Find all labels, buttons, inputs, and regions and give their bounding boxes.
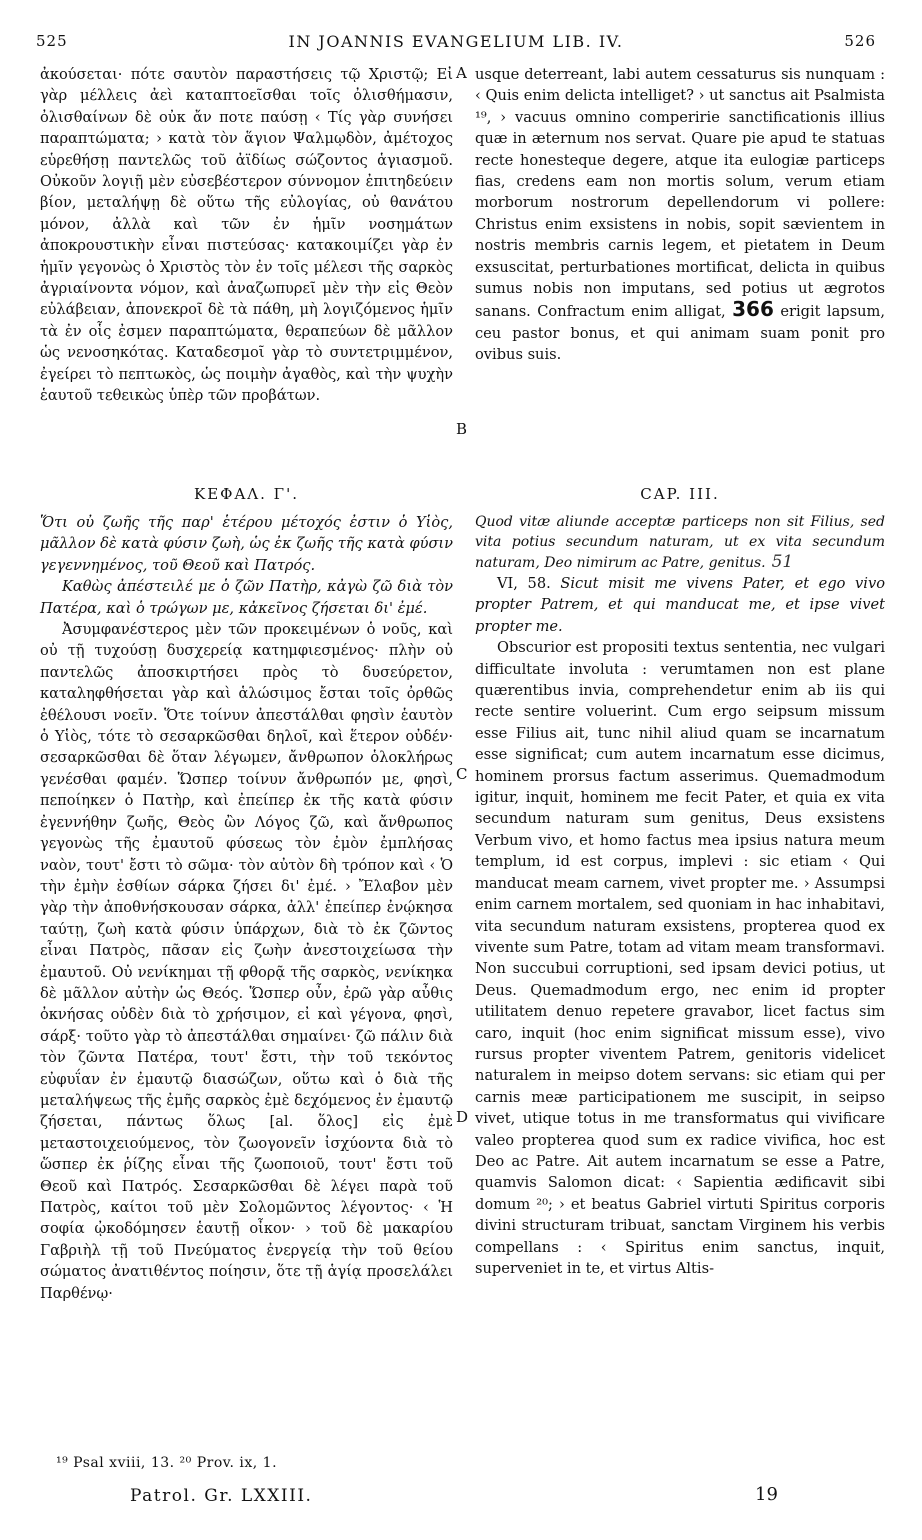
column-number: 366 — [732, 297, 774, 322]
margin-marker-b: B — [456, 420, 468, 438]
latin-verse-line — [475, 573, 885, 637]
page-number-left: 525 — [36, 32, 68, 50]
greek-paragraph-1: ἀκούσεται· πότε σαυτὸν παραστήσεις τῷ Χριστῷ; Εἰ γὰρ μέλλεις ἀεὶ καταπτοεῖσθαι τοῖς ὀλισθήμασιν, ὀλισθαίνων δὲ οὐκ ἄν ποτε παύσῃ ‹ Τίς γὰρ συνήσει παραπτώματα; › κατὰ τὸν ἅγιον Ψαλμῳδὸν, ἀμέτοχος εὑρεθήσῃ παντελῶς τοῦ ἀϊδίως σώζοντος ἁγιασμοῦ. Οὐκοῦν λογιῇ μὲν εὐσεβέστερον σύννομον ἐπιτηδεύειν βίον, μεταλήψῃ δὲ οὕτω τῆς εὐλογίας, οὐ θανάτου μόνον, ἀλλὰ καὶ τῶν ἐν ἡμῖν νοσημάτων ἀποκρουστικὴν εἶναι πιστεύσας· κατακοιμίζει γὰρ ἐν ἡμῖν γεγονὼς ὁ Χριστὸς τὸν ἐν τοῖς μέλεσι τῆς σαρκὸς ἀγριαίνοντα νόμον, καὶ ἀναζωπυρεῖ μὲν τὴν εἰς Θεὸν εὐλάβειαν, ἀπονεκροῖ δὲ τὰ πάθη, μὴ λογιζόμενος ἡμῖν τὰ ἐν οἷς ἐσμεν παραπτώματα, θεραπεύων δὲ μᾶλλον ὡς νενοσηκότας. Καταδεσμοῖ γὰρ τὸ συντετριμμένον, ἐγείρει τὸ πεπτωκὸς, ὡς ποιμὴν ἀγαθὸς, καὶ τὴν ψυχὴν ἑαυτοῦ τεθεικὼς ὑπὲρ τῶν προβάτων. — [40, 66, 453, 405]
latin-paragraph-1b: erigit lapsum, ceu pastor bonus, et qui animam suam ponit pro ovibus suis. — [475, 303, 886, 364]
latin-chapter-heading: CAP. III. — [640, 485, 720, 503]
greek-scripture-verse: Καθὼς ἀπέστειλέ με ὁ ζῶν Πατὴρ, κἀγὼ ζῶ διὰ τὸν Πατέρα, καὶ ὁ τρώγων με, κἀκεῖνος ζήσεται δι' ἐμέ. — [40, 578, 453, 617]
latin-paragraph-2: Obscurior est propositi textus sententia, nec vulgari difficultate involuta : verumtamen non est plane quærentibus invia, comprehendetur enim ab iis qui recte sentire voluerint. Cum ergo seipsum missum esse Filius ait, tunc nihil aliud quam se incarnatum esse significat; cum autem incarnatum esse dicimus, hominem prorsus factum asserimus. Quemadmodum igitur, inquit, hominem me fecit Pater, et quia ex vita secundum naturam sum genitus, Deus exsistens Verbum vivo, et homo factus mea ipsius natura meum templum, id est corpus, implevi : sic etiam ‹ Qui manducat meam carnem, vivet propter me. › Assumpsi enim carnem mortalem, sed quoniam in hac inhabitavi, vita secundum naturam exsistens, propterea quod ex vivente sum Patre, totam ad vitam meam transformavi. Non succubui corruptioni, sed ipsam devici potius, ut Deus. Quemadmodum ergo, nec enim id propter utilitatem denuo repetere gravabor, licet factus sim caro, inquit (hoc enim significat missum esse), vivo rursus propter viventem Patrem, genitoris videlicet naturalem in meipso dotem servans: sic etiam qui per carnis meæ participationem me suscipit, in seipso vivet, utique totus in me transformatus qui vivificare valeo propterea quod sum ex radice vivifica, hoc est Deo ac Patre. Ait autem incarnatum se esse a Patre, quamvis Salomon dicat: ‹ Sapientia ædificavit sibi domum ²⁰; › et beatus Gabriel virtuti Spiritus corporis divini structuram tribuat, sanctam Virginem his verbis compellans : ‹ Spiritus enim sanctus, inquit, superveniet in te, et virtus Altis- — [475, 639, 885, 1277]
greek-chapter-heading: ΚΕΦΑΛ. Γ'. — [194, 485, 299, 503]
margin-marker-c: C — [456, 765, 468, 783]
margin-marker-a: A — [456, 64, 467, 82]
latin-paragraph-1a: usque deterreant, labi autem cessaturus sis nunquam : ‹ Quis enim delicta intelliget? › ut sanctus ait Psalmista ¹⁹, › vacuus omnino comperirie sanctificationis illius quæ in æternum nos servat. Quare pie apud te statuas recte honesteque degere, atque ita eulogiæ particeps fias, credens eam non mortis solum, verum etiam morborum nostrorum depellendorum vi pollere: Christus enim exsistens in nobis, sopit sævientem in nostris membris carnis legem, et pietatem in Deum exsuscitat, perturbationes mortificat, delicta in quibus sumus nobis non imputans, sed potius ut ægrotos sanans. Confractum enim alligat, — [475, 66, 885, 321]
latin-column-top — [475, 64, 885, 366]
handwritten-note: 51 — [771, 552, 794, 572]
margin-marker-d: D — [456, 1108, 469, 1126]
running-title: IN JOANNIS EVANGELIUM LIB. IV. — [288, 32, 624, 51]
latin-scripture-verse: Sicut misit me vivens Pater, et ego vivo propter Patrem, et qui manducat me, et ipse vivet propter me. — [475, 575, 885, 635]
greek-column-top — [40, 64, 453, 407]
latin-paragraph-1 — [475, 64, 885, 366]
signature-mark: 19 — [755, 1484, 778, 1505]
page-number-right: 526 — [844, 32, 876, 50]
greek-chapter-summary: Ὅτι οὐ ζωῆς τῆς παρ' ἑτέρου μέτοχός ἐστιν ὁ Υἱὸς, μᾶλλον δὲ κατὰ φύσιν ζωὴ, ὡς ἐκ ζωῆς τῆς κατὰ φύσιν γεγεννημένος, τοῦ Θεοῦ καὶ Πατρός. — [40, 514, 453, 574]
latin-chapter-summary — [475, 512, 885, 573]
latin-column-lower — [475, 512, 885, 1279]
greek-paragraph-2: Ἀσυμφανέστερος μὲν τῶν προκειμένων ὁ νοῦς, καὶ οὐ τῇ τυχούσῃ δυσχερείᾳ κατημφιεσμένος· πλὴν οὐ παντελῶς ἀποσκιρτήσει πρὸς τὸ δυσεύρετον, καταληφθήσεται γὰρ καὶ ἁλώσιμος ἔσται τοῖς ὀρθῶς ἐθέλουσι νοεῖν. Ὅτε τοίνυν ἀπεστάλθαι φησὶν ἑαυτὸν ὁ Υἱὸς, τότε τὸ σεσαρκῶσθαι δηλοῖ, καὶ ἕτερον οὐδέν· σεσαρκῶσθαι δὲ ὅταν λέγωμεν, ἄνθρωπον ὁλοκλήρως γενέσθαι φαμέν. Ὥσπερ τοίνυν ἄνθρωπόν με, φησὶ, πεποίηκεν ὁ Πατὴρ, καὶ ἐπείπερ ἐκ τῆς κατὰ φύσιν ἐγεννήθην ζωῆς, Θεὸς ὢν Λόγος ζῶ, καὶ ἄνθρωπος γεγονὼς τῆς ἐμαυτοῦ φύσεως τὸν ἐμὸν ἐμπλήσας ναὸν, τουτ' ἔστι τὸ σῶμα· τὸν αὐτὸν δὴ τρόπον καὶ ‹ Ὁ τὴν ἐμὴν ἐσθίων σάρκα ζήσει δι' ἐμέ. › Ἔλαβον μὲν γὰρ τὴν ἀποθνήσκουσαν σάρκα, ἀλλ' ἐπείπερ ἐνῴκησα ταύτῃ, ζωὴ κατὰ φύσιν ὑπάρχων, διὰ τὸ ἐκ ζῶντος εἶναι Πατρὸς, πᾶσαν εἰς ζωὴν ἀνεστοιχείωσα τὴν ἐμαυτοῦ. Οὐ νενίκημαι τῇ φθορᾷ τῆς σαρκὸς, νενίκηκα δὲ μᾶλλον αὐτὴν ὡς Θεός. Ὥσπερ οὖν, ἐρῶ γὰρ αὖθις ὀκνήσας οὐδὲν διὰ τὸ χρήσιμον, εἰ καὶ γέγονα, φησὶ, σάρξ· τοῦτο γὰρ τὸ ἀπεστάλθαι σημαίνει· ζῶ πάλιν διὰ τὸν ζῶντα Πατέρα, τουτ' ἔστι, τὴν τοῦ τεκόντος εὐφυΐαν ἐν ἐμαυτῷ διασώζων, οὕτω καὶ ὁ διὰ τῆς μεταλήψεως τῆς ἐμῆς σαρκὸς ἐμὲ δεχόμενος ἐν ἐμαυτῷ ζήσεται, πάντως ὅλως [al. ὅλος] εἰς ἐμὲ μεταστοιχειούμενος, τὸν ζωογονεῖν ἰσχύοντα διὰ τὸ ὥσπερ ἐκ ῥίζης εἶναι τῆς ζωοποιοῦ, τουτ' ἔστι τοῦ Θεοῦ καὶ Πατρός. Σεσαρκῶσθαι δὲ λέγει παρὰ τοῦ Πατρὸς, καίτοι τοῦ μὲν Σολομῶντος λέγοντος· ‹ Ἡ σοφία ᾠκοδόμησεν ἑαυτῇ οἶκον· › τοῦ δὲ μακαρίου Γαβριὴλ τῇ τοῦ Πνεύματος ἐνεργείᾳ τὴν τοῦ θείου σώματος ἀνατιθέντος ποίησιν, ὅτε τῇ ἁγίᾳ προσελάλει Παρθένῳ· — [40, 621, 453, 1302]
greek-column-lower — [40, 512, 453, 1304]
patrologia-footer: Patrol. Gr. LXXIII. — [130, 1486, 313, 1506]
running-header — [36, 32, 876, 56]
latin-summary-text: Quod vitæ aliunde acceptæ particeps non sit Filius, sed vita potius secundum naturam, ut ex vita secundum naturam, Deo nimirum ac Patre, genitus. — [475, 514, 885, 571]
footnotes: ¹⁹ Psal xviii, 13. ²⁰ Prov. ix, 1. — [56, 1455, 278, 1471]
latin-verse-ref: VI, 58. — [497, 575, 551, 592]
